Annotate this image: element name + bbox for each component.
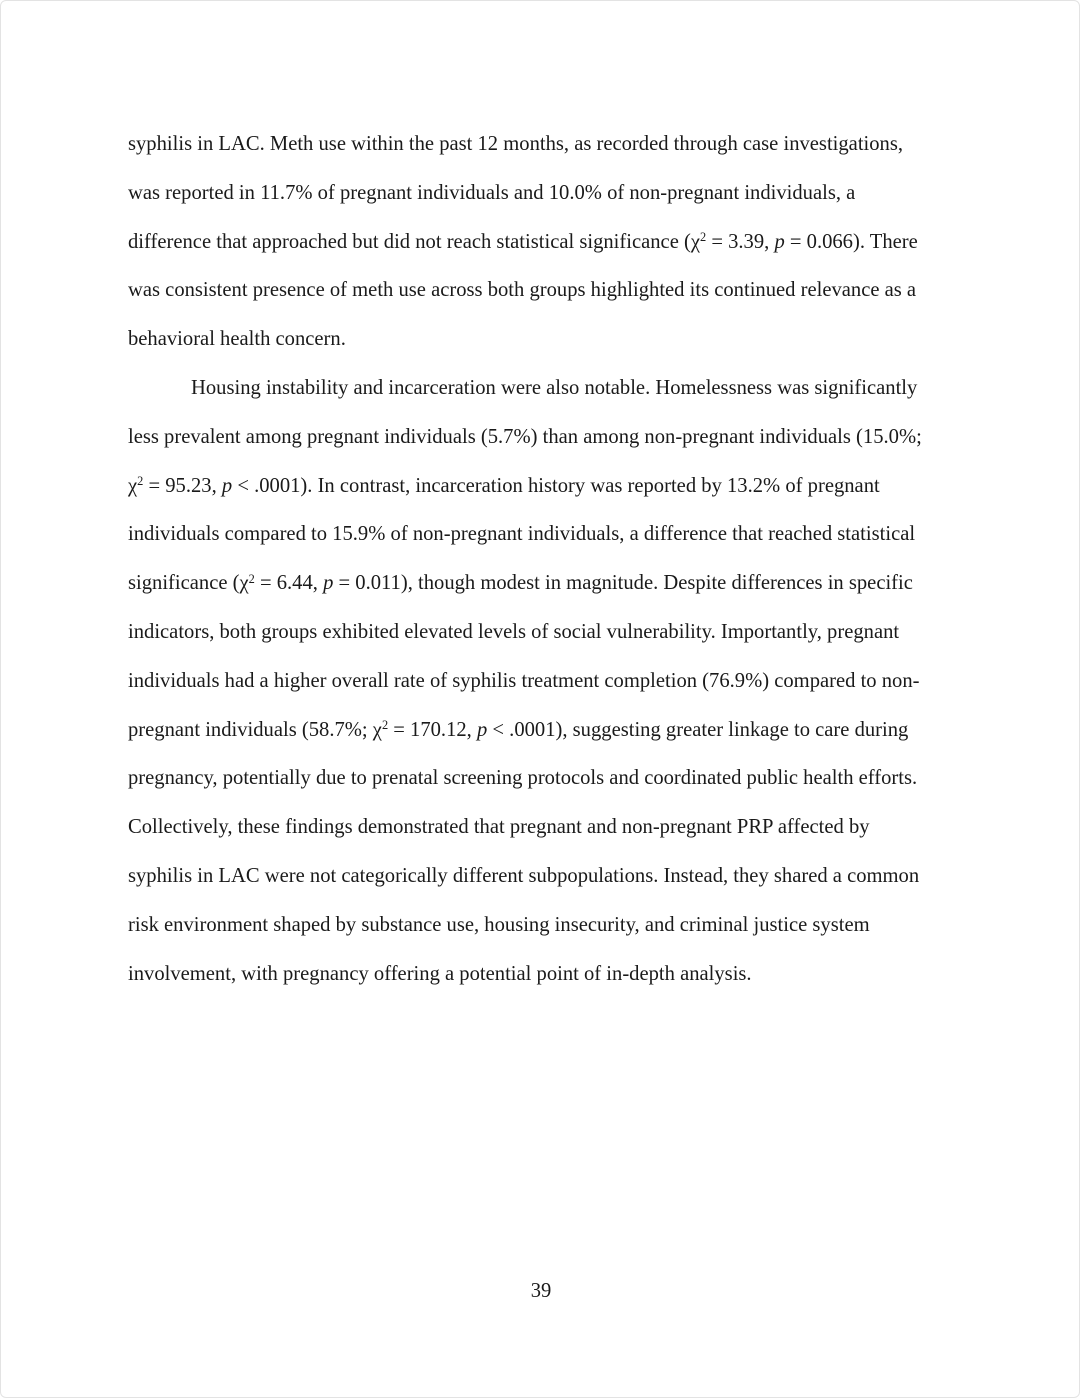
paragraph-2-line-12: risk environment shaped by substance use, housing insecurity, and criminal justice system bbox=[128, 913, 870, 936]
paragraph-1-line-5: behavioral health concern. bbox=[128, 328, 346, 351]
paragraph-2-line-2: less prevalent among pregnant individuals (5.7%) than among non-pregnant individuals (15.0%; bbox=[128, 425, 922, 448]
paragraph-2-line-9: pregnancy, potentially due to prenatal screening protocols and coordinated public health efforts. bbox=[128, 767, 918, 790]
paragraph-2-line-11: syphilis in LAC were not categorically different subpopulations. Instead, they shared a common bbox=[128, 864, 920, 887]
paragraph-2-line-3 bbox=[128, 462, 958, 511]
paragraph-2-line-7: individuals had a higher overall rate of syphilis treatment completion (76.9%) compared to non- bbox=[128, 669, 920, 692]
italic-p: p bbox=[221, 474, 233, 497]
paragraph-2-line-10: Collectively, these findings demonstrated that pregnant and non-pregnant PRP affected by bbox=[128, 816, 870, 839]
paragraph-2-line-4: individuals compared to 15.9% of non-pregnant individuals, a difference that reached statistical bbox=[128, 523, 916, 546]
body-text bbox=[128, 120, 958, 998]
paragraph-2-line-8 bbox=[128, 706, 958, 755]
paragraph-2-line-6: indicators, both groups exhibited elevated levels of social vulnerability. Importantly, pregnant bbox=[128, 620, 900, 643]
paragraph-1-line-1: syphilis in LAC. Meth use within the past 12 months, as recorded through case investigations, bbox=[128, 133, 904, 155]
italic-p: p bbox=[476, 718, 488, 741]
text-segment: = 95.23, bbox=[143, 474, 222, 497]
italic-p: p bbox=[774, 230, 785, 253]
text-segment: = 3.39, bbox=[706, 230, 775, 253]
superscript: 2 bbox=[381, 718, 389, 733]
paragraph-2-line-13: involvement, with pregnancy offering a potential point of in-depth analysis. bbox=[128, 962, 752, 985]
paragraph-1-line-4: was consistent presence of meth use across both groups highlighted its continued relevance as a bbox=[128, 279, 917, 302]
paragraph-2-line-1: Housing instability and incarceration were also notable. Homelessness was significantly bbox=[191, 376, 918, 399]
text-segment: pregnant individuals (58.7%; χ bbox=[128, 718, 382, 741]
text-segment: difference that approached but did not reach statistical significance (χ bbox=[128, 230, 700, 253]
paragraph-1-line-3 bbox=[128, 218, 958, 267]
superscript: 2 bbox=[248, 572, 255, 586]
text-segment: = 6.44, bbox=[254, 572, 324, 595]
text-segment: = 0.011), though modest in magnitude. Despite differences in specific bbox=[333, 572, 913, 595]
text-segment: significance (χ bbox=[128, 572, 249, 595]
text-segment: < .0001). In contrast, incarceration history was reported by 13.2% of pregnant bbox=[232, 474, 880, 497]
text-segment: < .0001), suggesting greater linkage to care during bbox=[487, 718, 909, 741]
superscript: 2 bbox=[137, 474, 144, 489]
paragraph-1-line-2: was reported in 11.7% of pregnant individuals and 10.0% of non-pregnant individuals, a bbox=[128, 181, 856, 204]
italic-p: p bbox=[323, 572, 334, 595]
page-number: 39 bbox=[530, 1280, 552, 1302]
text-segment: χ bbox=[128, 474, 138, 497]
text-segment: = 0.066). There bbox=[784, 230, 918, 253]
paragraph-2-line-5 bbox=[128, 559, 958, 608]
text-segment: = 170.12, bbox=[388, 718, 477, 741]
superscript: 2 bbox=[700, 230, 707, 245]
